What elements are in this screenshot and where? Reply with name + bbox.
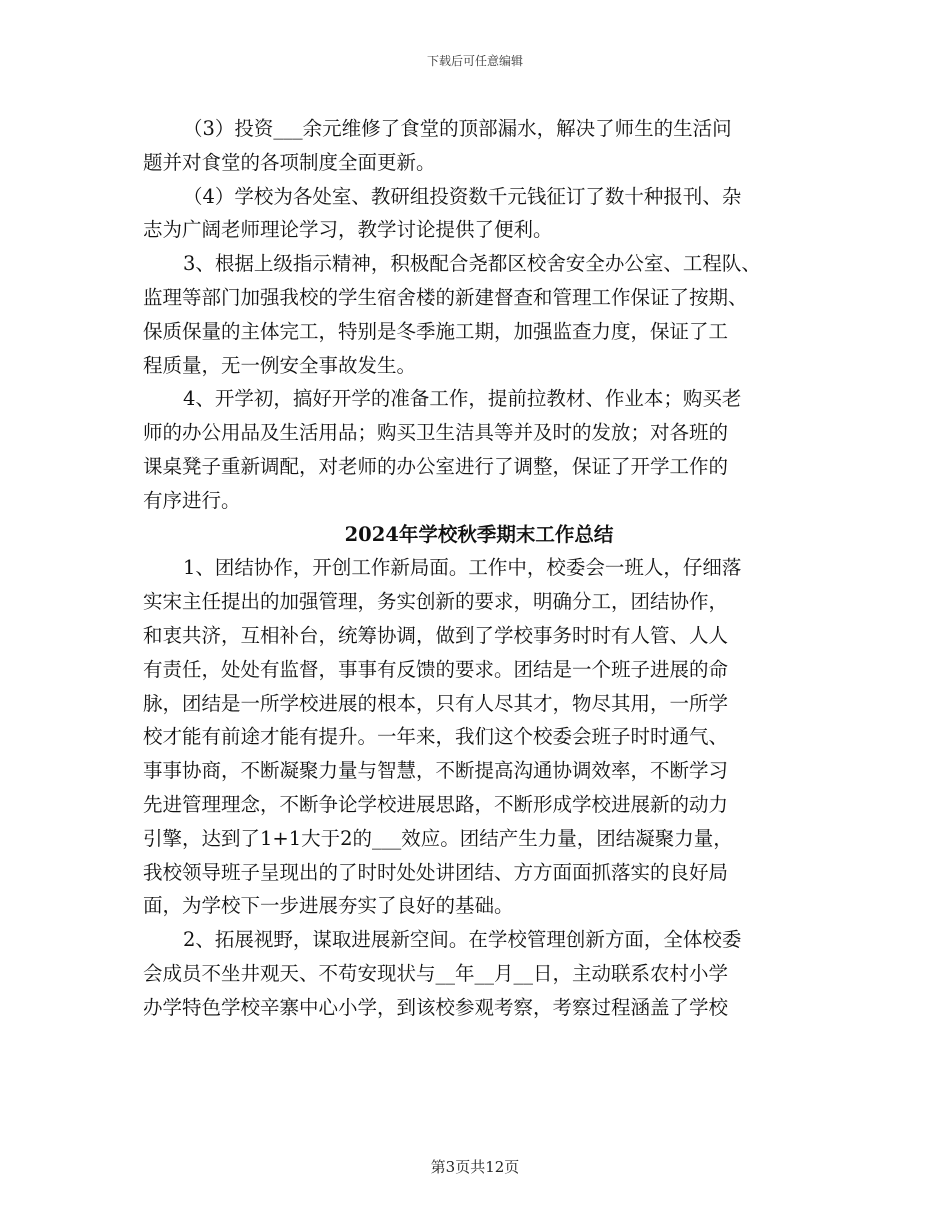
text-line: 有序进行。 [143, 488, 241, 512]
document-body [143, 112, 815, 1025]
text-line: 和衷共济，互相补台，统筹协调，做到了学校事务时时有人管、人人 [143, 623, 729, 647]
text-line: 师的办公用品及生活用品；购买卫生洁具等并及时的发放；对各班的 [143, 421, 729, 445]
text-line: 有责任，处处有监督，事事有反馈的要求。团结是一个班子进展的命 [143, 657, 729, 681]
text-line: 保质保量的主体完工，特别是冬季施工期，加强监查力度，保证了工 [143, 319, 729, 343]
text-line: 面，为学校下一步进展夯实了良好的基础。 [143, 894, 514, 918]
text-line: 校才能有前途才能有提升。一年来，我们这个校委会班子时时通气、 [143, 725, 729, 749]
text-line: 我校领导班子呈现出的了时时处处讲团结、方方面面抓落实的良好局 [143, 860, 729, 884]
text-line: 监理等部门加强我校的学生宿舍楼的新建督查和管理工作保证了按期、 [143, 285, 748, 309]
text-line: 2、拓展视野，谋取进展新空间。在学校管理创新方面，全体校委 [183, 928, 742, 952]
text-line: 事事协商，不断凝聚力量与智慧，不断提高沟通协调效率，不断学习 [143, 759, 729, 783]
text-line: 会成员不坐井观天、不苟安现状与__年__月__日，主动联系农村小学 [143, 961, 729, 985]
text-line: （3）投资___余元维修了食堂的顶部漏水，解决了师生的生活问 [183, 117, 732, 140]
text-line: 1、团结协作，开创工作新局面。工作中，校委会一班人，仔细落 [183, 556, 742, 580]
text-line: 实宋主任提出的加强管理，务实创新的要求，明确分工，团结协作， [143, 590, 729, 614]
text-line: 题并对食堂的各项制度全面更新。 [143, 150, 436, 174]
text-line: 4、开学初，搞好开学的准备工作，提前拉教材、作业本；购买老 [183, 387, 742, 411]
text-line: 程质量，无一例安全事故发生。 [143, 353, 417, 377]
text-line: 志为广阔老师理论学习，教学讨论提供了便利。 [143, 218, 553, 242]
text-line: 办学特色学校辛寨中心小学，到该校参观考察，考察过程涵盖了学校 [143, 995, 729, 1019]
text-line: 3、根据上级指示精神，积极配合尧都区校舍安全办公室、工程队、 [183, 252, 761, 276]
text-line: 引擎，达到了1+1大于2的___效应。团结产生力量，团结凝聚力量， [143, 826, 733, 850]
page-footer: 第3页共12页 [430, 1158, 520, 1176]
page-header: 下载后可任意编辑 [426, 54, 523, 68]
text-line: 脉，团结是一所学校进展的根本，只有人尽其才，物尽其用，一所学 [143, 691, 729, 715]
text-line: 先进管理理念，不断争论学校进展思路，不断形成学校进展新的动力 [143, 792, 729, 816]
text-line: 课桌凳子重新调配，对老师的办公室进行了调整，保证了开学工作的 [143, 454, 729, 478]
section-title: 2024年学校秋季期末工作总结 [344, 522, 614, 546]
text-line: （4）学校为各处室、教研组投资数千元钱征订了数十种报刊、杂 [183, 184, 742, 208]
